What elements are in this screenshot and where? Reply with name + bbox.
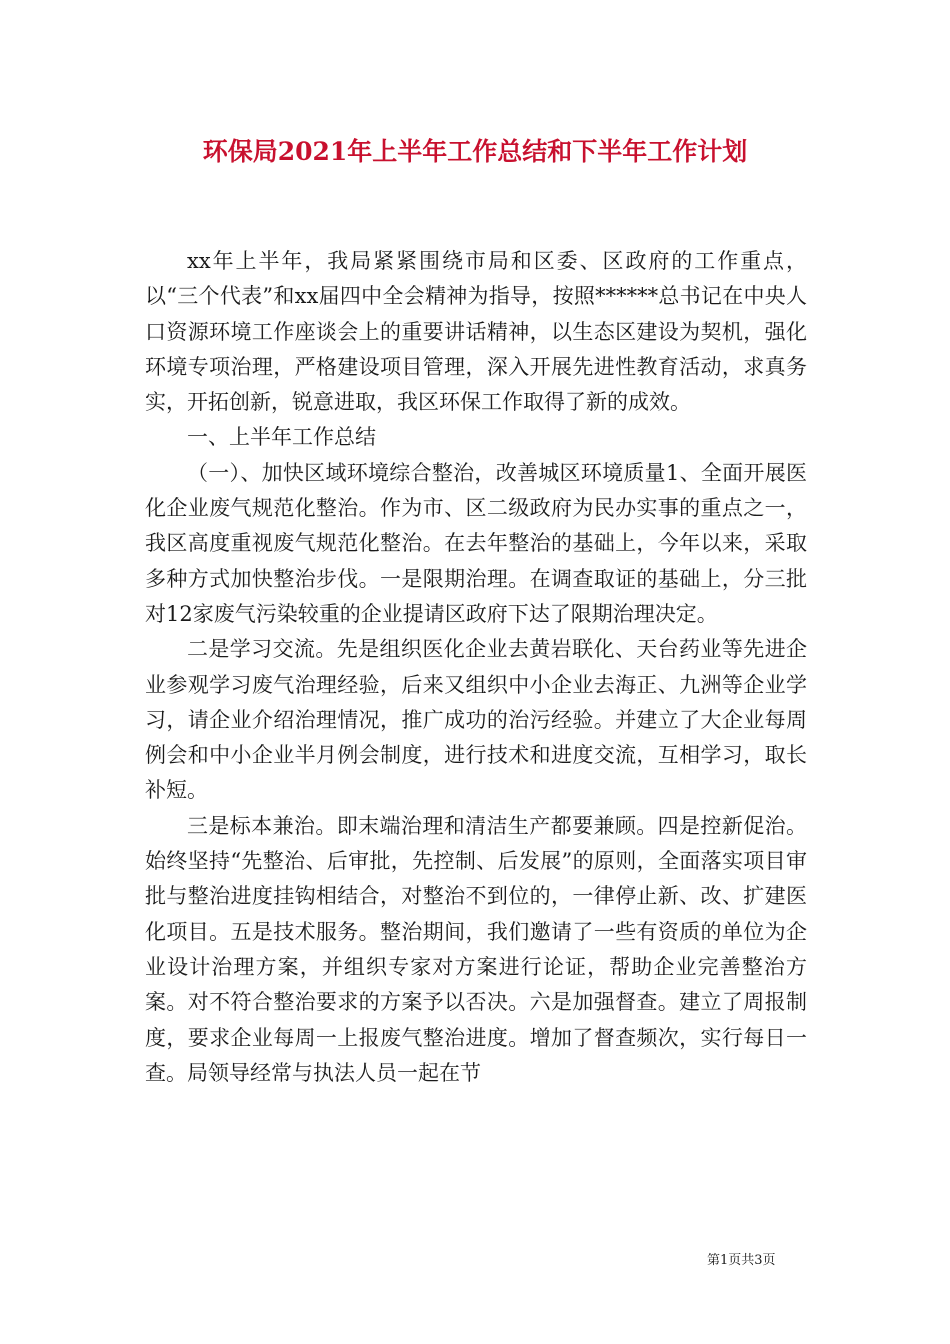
paragraph-item-2: 二是学习交流。先是组织医化企业去黄岩联化、天台药业等先进企业参观学习废气治理经验，后来又组织中小企业去海正、九洲等企业学习，请企业介绍治理情况，推广成功的治污经验。并建立了大企业每周例会和中小企业半月例会制度，进行技术和进度交流，互相学习，取长补短。 — [145, 637, 807, 803]
paragraph-item-1: （一）、加快区域环境综合整治，改善城区环境质量1、全面开展医化企业废气规范化整治。作为市、区二级政府为民办实事的重点之一，我区高度重视废气规范化整治。在去年整治的基础上，今年以来，采取多种方式加快整治步伐。一是限期治理。在调查取证的基础上，分三批对12家废气污染较重的企业提请区政府下达了限期治理决定。 — [145, 460, 807, 626]
document-body — [145, 244, 807, 1091]
paragraph-item-3: 三是标本兼治。即末端治理和清洁生产都要兼顾。四是控新促治。始终坚持“先整治、后审批，先控制、后发展”的原则，全面落实项目审批与整治进度挂钩相结合，对整治不到位的，一律停止新、改、扩建医化项目。五是技术服务。整治期间，我们邀请了一些有资质的单位为企业设计治理方案，并组织专家对方案进行论证，帮助企业完善整治方案。对不符合整治要求的方案予以否决。六是加强督查。建立了周报制度，要求企业每周一上报废气整治进度。增加了督查频次，实行每日一查。局领导经常与执法人员一起在节 — [145, 813, 807, 1085]
paragraph-intro: xx年上半年，我局紧紧围绕市局和区委、区政府的工作重点，以“三个代表”和xx届四中全会精神为指导，按照******总书记在中央人口资源环境工作座谈会上的重要讲话精神，以生态区建设为契机，强化环境专项治理，严格建设项目管理，深入开展先进性教育活动，求真务实，开拓创新，锐意进取，我区环保工作取得了新的成效。 — [145, 249, 807, 415]
page-number: 第1页共3页 — [707, 1253, 776, 1268]
document-title: 环保局2021年上半年工作总结和下半年工作计划 — [202, 137, 748, 166]
section-heading: 一、上半年工作总结 — [187, 425, 376, 450]
